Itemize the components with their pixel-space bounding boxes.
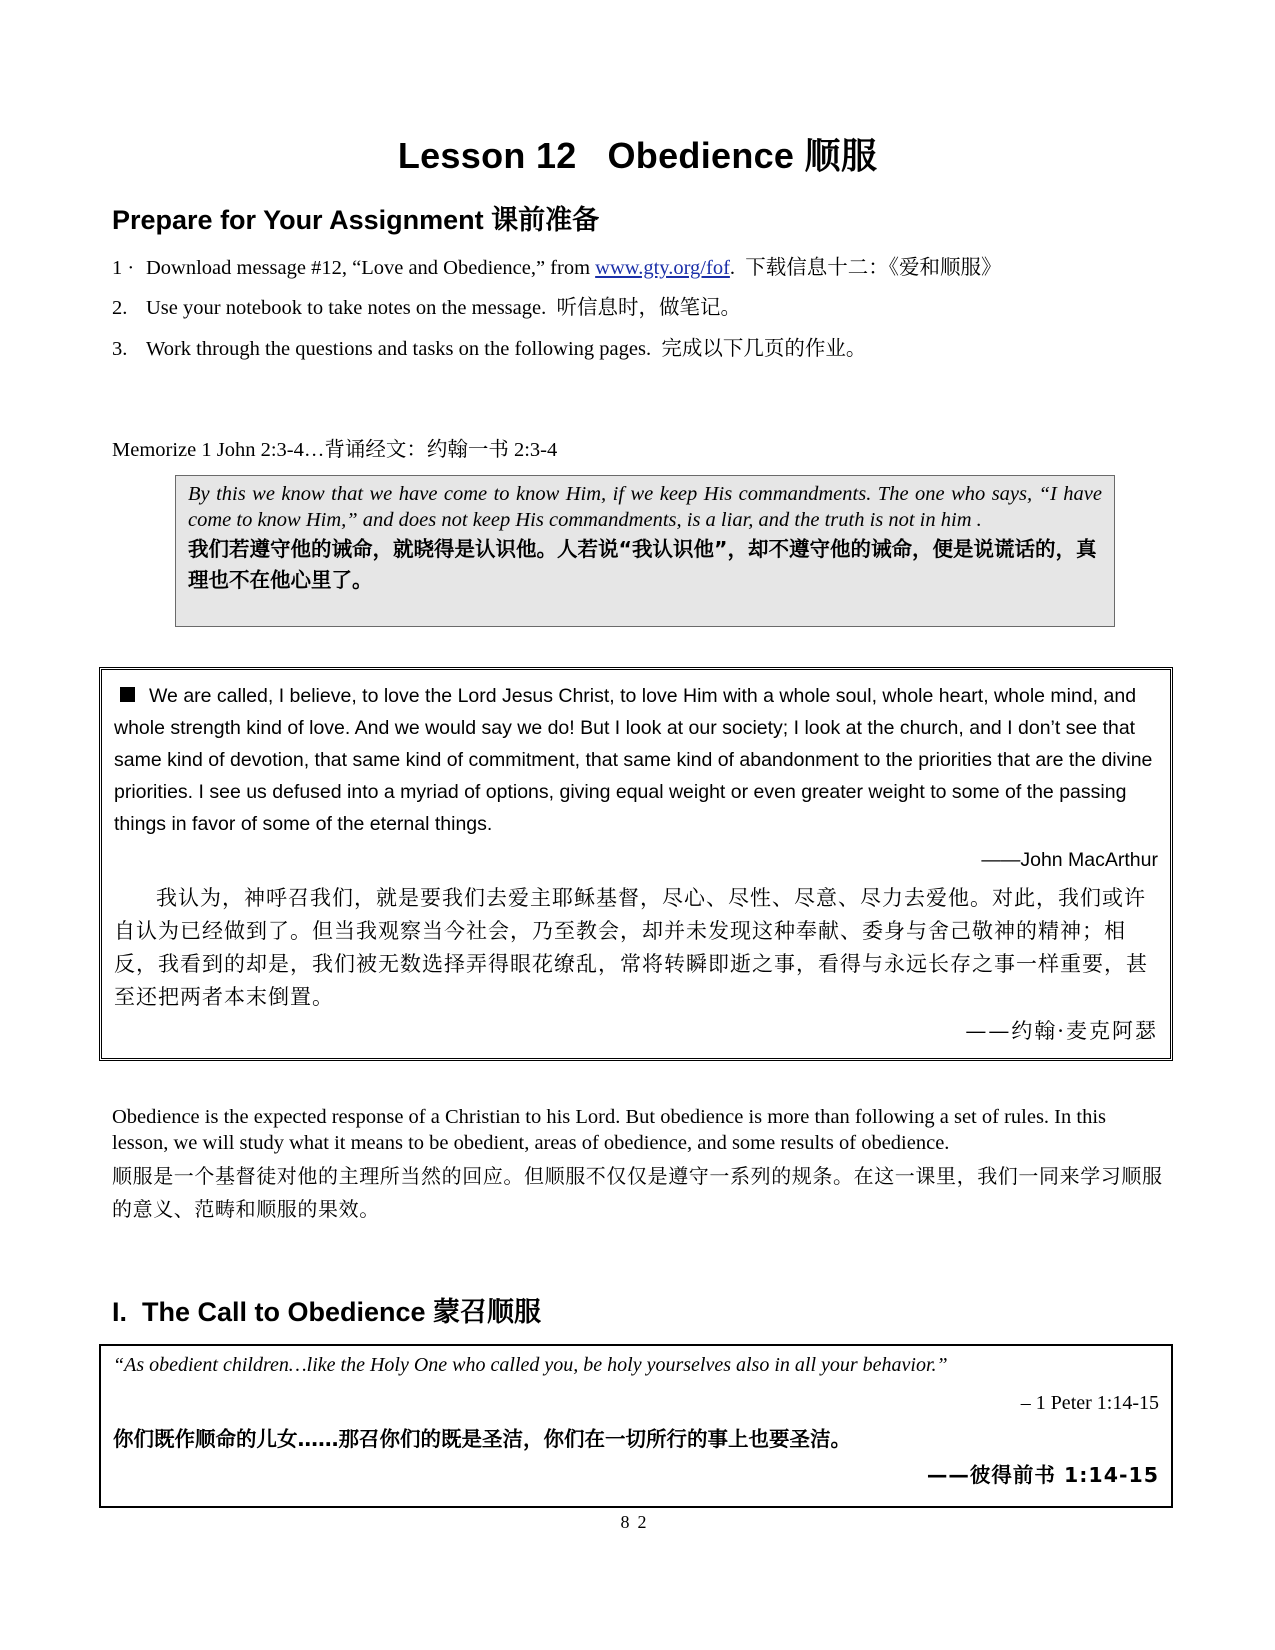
lesson-title: Lesson 12 Obedience 顺服 <box>397 135 878 176</box>
macarthur-quote-box <box>99 667 1173 1061</box>
task-number: 1 · <box>112 257 135 279</box>
quote-attribution-chinese: ——约翰·麦克阿瑟 <box>965 1019 1158 1043</box>
peter-verse-box <box>99 1344 1173 1508</box>
task-item-1 <box>112 250 1002 280</box>
task-item-2 <box>112 290 741 320</box>
page-number: 82 <box>620 1512 655 1532</box>
quote-chinese: 我认为，神呼召我们，就是要我们去爱主耶稣基督，尽心、尽性、尽意、尽力去爱他。对此，我们或许自认为已经做到了。但当我观察当今社会，乃至教会，却并未发现这种奉献、委身与舍己敬神的精神；相反，我看到的却是，我们被无数选择弄得眼花缭乱，常将转瞬即逝之事，看得与永远长存之事一样重要，甚至还把两者本末倒置。 <box>114 886 1148 1009</box>
intro-paragraph-chinese: 顺服是一个基督徒对他的主理所当然的回应。但顺服不仅仅是遵守一系列的规条。在这一课里，我们一同来学习顺服的意义、范畴和顺服的果效。 <box>112 1164 1163 1221</box>
peter-reference-chinese: ——彼得前书 1:14-15 <box>926 1463 1159 1487</box>
memory-verse-english: By this we know that we have come to know Him, if we keep His commandments. The one who says, “I have come to know Him,” and does not keep His commandments, is a liar, and the truth is not in him . <box>188 483 1102 531</box>
memory-verse-box <box>175 475 1115 627</box>
peter-reference-english: – 1 Peter 1:14-15 <box>1020 1392 1159 1414</box>
section-heading-call-to-obedience: I. The Call to Obedience 蒙召顺服 <box>112 1297 542 1327</box>
intro-paragraph-english: Obedience is the expected response of a Christian to his Lord. But obedience is more than following a set of rules. In this lesson, we will study what it means to be obedient, areas of obedience, and some results of obedience. <box>112 1106 1106 1154</box>
task-text: Work through the questions and tasks on the following pages. 完成以下几页的作业。 <box>146 338 867 360</box>
gty-link[interactable]: www.gty.org/fof <box>595 257 730 279</box>
task-number: 2. <box>112 297 128 319</box>
task-text: Download message #12, “Love and Obedience,” from <box>146 257 596 279</box>
task-item-3 <box>112 331 866 361</box>
task-number: 3. <box>112 338 128 360</box>
memory-verse-chinese: 我们若遵守他的诫命，就晓得是认识他。人若说“我认识他”，却不遵守他的诫命，便是说谎话的，真理也不在他心里了。 <box>188 537 1097 592</box>
quote-english-text: We are called, I believe, to love the Lord Jesus Christ, to love Him with a whole soul, whole heart, whole mind, and whole strength kind of love. And we would say we do! But I look at our society; I look at the church, and I don’t see that same kind of devotion, that same kind of commitment, that same kind of abandonment to the priorities that are the divine priorities. I see us defused into a myriad of options, giving equal weight or even greater weight to some of the passing things in favor of some of the eternal things. <box>114 685 1153 835</box>
quote-english <box>114 680 1158 840</box>
quote-attribution-english: ——John MacArthur <box>981 849 1158 871</box>
prepare-heading: Prepare for Your Assignment 课前准备 <box>112 205 600 235</box>
memorize-label: Memorize 1 John 2:3-4…背诵经文：约翰一书 2:3-4 <box>112 439 558 461</box>
task-text-after: . 下载信息十二：《爱和顺服》 <box>729 257 1002 279</box>
task-text: Use your notebook to take notes on the message. 听信息时，做笔记。 <box>146 297 741 319</box>
square-bullet-icon <box>120 687 135 702</box>
peter-verse-chinese: 你们既作顺命的儿女……那召你们的既是圣洁，你们在一切所行的事上也要圣洁。 <box>113 1427 851 1451</box>
peter-verse-english: “As obedient children…like the Holy One who called you, be holy yourselves also in all your behavior.” <box>113 1354 948 1376</box>
